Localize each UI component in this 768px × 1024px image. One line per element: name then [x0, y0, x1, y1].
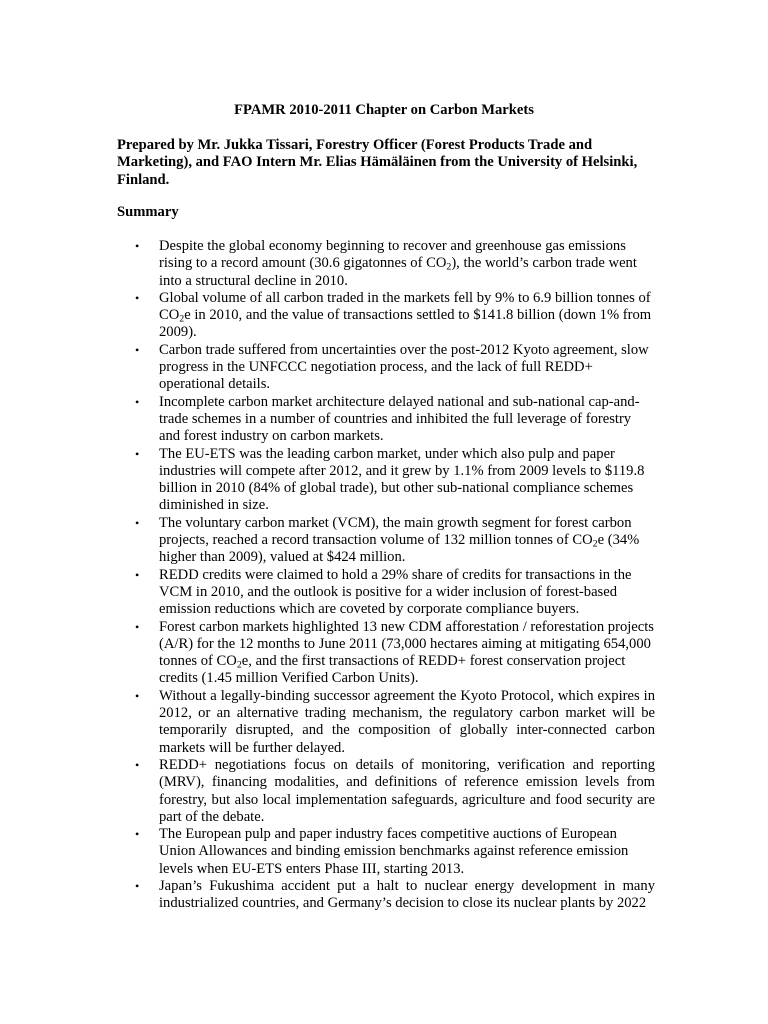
- bullet-item: [117, 394, 655, 446]
- bullet-text: Despite the global economy beginning to recover and greenhouse gas emissions rising to a record amount (30.6 gigatonnes of $CO_2$), the world’s carbon trade went into a structural decline in 2010.: [159, 238, 637, 289]
- bullet-icon: •: [135, 619, 140, 634]
- bullet-text: The EU-ETS was the leading carbon market, under which also pulp and paper industries will compete after 2012, and it grew by 1.1% from 2009 levels to $119.8 billion in 2010 (84% of global trade), but other sub-national compliance schemes diminished in size.: [159, 445, 645, 514]
- bullet-text: Global volume of all carbon traded in the markets fell by 9% to 6.9 billion tonnes of $CO_2e$ in 2010, and the value of transactions settled to $141.8 billion (down 1% from 2009).: [159, 289, 652, 341]
- bullet-text: REDD credits were claimed to hold a 29% share of credits for transactions in the VCM in 2010, and the outlook is positive for a wider inclusion of forest-based emission reductions which are coveted by corporate compliance buyers.: [159, 566, 632, 618]
- summary-heading: Summary: [117, 204, 179, 220]
- bullet-text: Japan’s Fukushima accident put a halt to nuclear energy development in many industrialized countries, and Germany’s decision to close its nuclear plants by 2022: [159, 877, 655, 912]
- bullet-item: [117, 757, 655, 826]
- bullet-icon: •: [135, 394, 140, 409]
- bullet-text: Without a legally-binding successor agreement the Kyoto Protocol, which expires in 2012, or an alternative trading mechanism, the regulatory carbon market will be temporarily disrupted, and the composition of globally inter-connected carbon markets will be further delayed.: [159, 687, 655, 756]
- bullet-icon: •: [135, 878, 140, 893]
- bullet-icon: •: [135, 567, 140, 582]
- bullet-icon: •: [135, 446, 140, 461]
- summary-bullet-list: [117, 238, 655, 913]
- bullet-text: Carbon trade suffered from uncertainties over the post-2012 Kyoto agreement, slow progress in the UNFCCC negotiation process, and the lack of full REDD+ operational details.: [159, 341, 649, 393]
- document-title: FPAMR 2010-2011 Chapter on Carbon Markets: [234, 102, 534, 118]
- bullet-icon: •: [135, 688, 140, 703]
- bullet-item: [117, 878, 655, 913]
- bullet-icon: •: [135, 290, 140, 305]
- bullet-icon: •: [135, 515, 140, 530]
- bullet-item: [117, 238, 655, 290]
- prepared-by-line: Prepared by Mr. Jukka Tissari, Forestry Officer (Forest Products Trade and Marketing), and FAO Intern Mr. Elias Hämäläinen from the University of Helsinki, Finland.: [117, 137, 638, 188]
- bullet-icon: •: [135, 827, 140, 842]
- bullet-item: [117, 688, 655, 757]
- bullet-text: The European pulp and paper industry faces competitive auctions of European Union Allowances and binding emission benchmarks against reference emission levels when EU-ETS enters Phase III, starting 2013.: [159, 826, 629, 877]
- bullet-text: REDD+ negotiations focus on details of monitoring, verification and reporting (MRV), financing modalities, and definitions of reference emission levels from forestry, but also local implementation safeguards, agriculture and food security are part of the debate.: [159, 756, 655, 825]
- bullet-item: [117, 290, 655, 342]
- bullet-item: [117, 342, 655, 394]
- bullet-text: The voluntary carbon market (VCM), the main growth segment for forest carbon projects, reached a record transaction volume of 132 million tonnes of $CO_2e$ (34% higher than 2009), valued at $424 million.: [159, 514, 640, 566]
- bullet-text: Incomplete carbon market architecture delayed national and sub-national cap-and-trade schemes in a number of countries and inhibited the full leverage of forestry and forest industry on carbon markets.: [159, 393, 640, 445]
- bullet-item: [117, 446, 655, 515]
- bullet-icon: •: [135, 342, 140, 357]
- bullet-text: Forest carbon markets highlighted 13 new CDM afforestation / reforestation projects (A/R) for the 12 months to June 2011 (73,000 hectares aiming at mitigating 654,000 tonnes of $CO_2e$, and the first transactions of REDD+ forest conservation project credits (1.45 million Verified Carbon Units).: [159, 618, 654, 687]
- bullet-item: [117, 567, 655, 619]
- bullet-icon: •: [135, 757, 140, 772]
- bullet-item: [117, 515, 655, 567]
- bullet-item: [117, 619, 655, 688]
- bullet-item: [117, 826, 655, 878]
- bullet-icon: •: [135, 239, 140, 253]
